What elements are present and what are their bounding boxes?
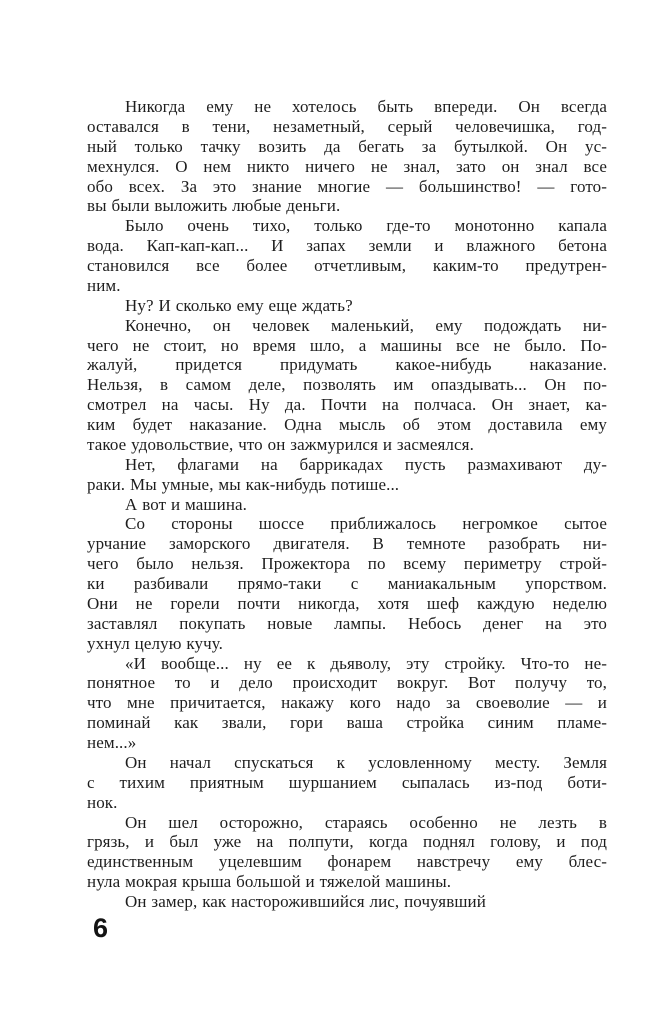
text-line: обо всех. За это знание многие — большинство! — гото- <box>87 176 607 196</box>
text-line: ним. <box>87 275 121 295</box>
text-line: вы были выложить любые деньги. <box>87 196 341 216</box>
text-line: Нельзя, в самом деле, позволять им опаздывать... Он по- <box>87 375 607 395</box>
paragraph <box>87 654 607 753</box>
text-line: Со стороны шоссе приближалось негромкое сытое <box>125 514 607 534</box>
paragraph <box>87 753 607 813</box>
text-line: Он замер, как насторожившийся лис, почуявший <box>125 892 486 911</box>
paragraph <box>87 892 607 912</box>
text-line: А вот и машина. <box>125 494 248 514</box>
paragraph <box>87 514 607 653</box>
page-number: 6 <box>93 913 109 943</box>
text-line: раки. Мы умные, мы как-нибудь потише... <box>87 474 400 494</box>
paragraph <box>87 97 607 216</box>
text-line: Они не горели почти никогда, хотя шеф каждую неделю <box>87 593 607 613</box>
paragraph <box>87 495 607 515</box>
text-line: такое удовольствие, что он зажмурился и засмеялся. <box>87 434 474 454</box>
text-line: Он начал спускаться к условленному месту. Земля <box>125 752 607 772</box>
text-line: ухнул целую кучу. <box>87 633 223 653</box>
text-line: ки разбивали прямо-таки с маниакальным упорством. <box>87 574 607 593</box>
text-line: Никогда ему не хотелось быть впереди. Он всегда <box>125 97 607 116</box>
paragraph <box>87 455 607 495</box>
text-block <box>87 97 607 912</box>
text-line: единственным уцелевшим фонарем навстречу ему блес- <box>87 852 607 872</box>
text-line: нула мокрая крыша большой и тяжелой машины. <box>87 872 452 892</box>
text-line: урчание заморского двигателя. В темноте разобрать ни- <box>87 534 607 554</box>
text-line: «И вообще... ну ее к дьяволу, эту стройку. Что-то не- <box>125 653 607 673</box>
text-line: оставался в тени, незаметный, серый человечишка, год- <box>87 116 607 136</box>
paragraph <box>87 216 607 296</box>
text-line: нок. <box>87 792 118 812</box>
text-line: что мне причитается, накажу кого надо за своеволие — и <box>87 693 607 713</box>
text-line: с тихим приятным шуршанием сыпалась из-под боти- <box>87 772 607 792</box>
text-line: понятное то и дело происходит вокруг. Вот получу то, <box>87 673 607 693</box>
text-line: поминай как звали, гори ваша стройка синим пламе- <box>87 713 607 733</box>
text-line: Конечно, он человек маленький, ему подождать ни- <box>125 315 607 335</box>
text-line: становился все более отчетливым, каким-то предутрен- <box>87 256 607 275</box>
text-line: Было очень тихо, только где-то монотонно капала <box>125 216 607 236</box>
text-line: чего было нельзя. Прожектора по всему периметру строй- <box>87 554 607 574</box>
text-line: заставлял покупать новые лампы. Небось денег на это <box>87 613 607 633</box>
text-line: Он шел осторожно, стараясь особенно не лезть в <box>125 812 607 832</box>
paragraph <box>87 296 607 316</box>
text-line: мехнулся. О нем никто ничего не знал, зато он знал все <box>87 156 607 176</box>
text-line: смотрел на часы. Ну да. Почти на полчаса. Он знает, ка- <box>87 395 607 415</box>
text-line: вода. Кап-кап-кап... И запах земли и влажного бетона <box>87 236 607 256</box>
text-line: Ну? И сколько ему еще ждать? <box>125 295 353 315</box>
text-line: чего не стоит, но время шло, а машины все не было. По- <box>87 335 607 355</box>
paragraph <box>87 813 607 893</box>
text-line: нем...» <box>87 733 137 752</box>
paragraph <box>87 316 607 455</box>
text-line: ким будет наказание. Одна мысль об этом доставила ему <box>87 415 607 434</box>
text-line: грязь, и был уже на полпути, когда поднял голову, и под <box>87 832 607 852</box>
text-line: жалуй, придется придумать какое-нибудь наказание. <box>87 355 607 375</box>
text-line: ный только тачку возить да бегать за бутылкой. Он ус- <box>87 136 607 156</box>
text-line: Нет, флагами на баррикадах пусть размахивают ду- <box>125 454 607 474</box>
